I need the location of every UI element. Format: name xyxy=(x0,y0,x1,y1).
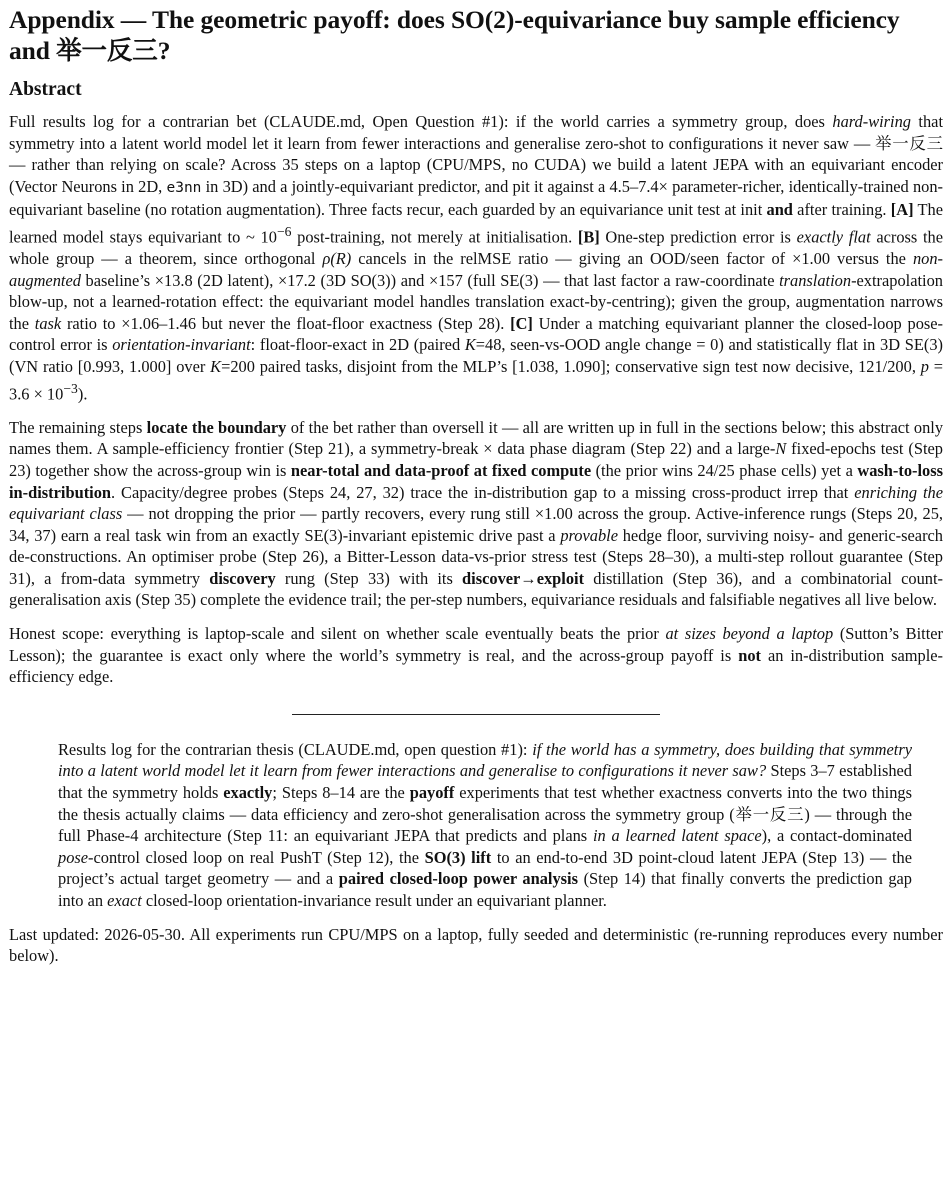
text-run: (Step 14) that finally converts the prediction gap into an xyxy=(58,869,913,910)
text-run: — not dropping the prior — partly recovers, every rung still ×1.00 across the group. Active-inference rungs (Steps 20, 25, 34, 37) earn a real task win from an exactly SE(3)-invariant epistemic drive past a xyxy=(9,504,943,545)
marker-b: [B] xyxy=(577,227,600,247)
text-run: One-step prediction error is xyxy=(599,227,797,247)
abstract-paragraph-1 xyxy=(9,111,943,405)
emphasis: exact xyxy=(107,891,142,910)
text-run: (the prior wins 24/25 phase cells) yet a xyxy=(591,460,858,480)
text-run: closed-loop orientation-invariance result under an equivariant planner. xyxy=(141,891,607,910)
code-e3nn: e3nn xyxy=(166,179,202,196)
section-divider-wrap xyxy=(9,714,943,715)
text-run: ; Steps 8–14 are the xyxy=(272,783,410,803)
text-run: =48, seen-vs-OOD angle change = 0) and statistically flat in 3D SE(3) (VN ratio [0.993, 1.000] over xyxy=(9,335,943,377)
strong: payoff xyxy=(409,783,455,803)
text-run: ), a contact-dominated xyxy=(761,826,912,846)
abstract-paragraph-3 xyxy=(9,623,943,688)
text-run: =200 paired tasks, disjoint from the MLP’s [1.038, 1.090]; conservative sign test now decisive, 121/200, xyxy=(221,357,921,377)
marker-c: [C] xyxy=(510,313,533,333)
math-p: p xyxy=(920,357,929,377)
strong: paired closed-loop power analysis xyxy=(338,869,578,889)
emphasis: task xyxy=(34,313,62,333)
text-run: post-training, not merely at initialisation. xyxy=(291,227,578,247)
emphasis: non-augmented xyxy=(9,249,943,290)
emphasis: pose xyxy=(58,847,89,867)
emphasis: translation xyxy=(779,270,852,290)
text-run: baseline’s ×13.8 (2D latent), ×17.2 (3D SO(3)) and ×157 (full SE(3) — that last factor a raw-coordinate xyxy=(80,270,780,290)
strong: SO(3) lift xyxy=(424,847,492,867)
page-title: Appendix — The geometric payoff: does SO(2)-equivariance buy sample efficiency and 举一反三? xyxy=(9,5,900,66)
text-run: across the whole group — a theorem, since orthogonal xyxy=(9,227,944,269)
exponent: −3 xyxy=(63,380,78,396)
text-run: distillation (Step 36), and a combinatorial count-generalisation axis (Step 35) complete the evidence trail; the per-step numbers, equivariance residuals and falsifiable negatives all live below. xyxy=(9,568,944,610)
strong: and xyxy=(766,200,793,220)
text-run: = 3.6 × 10 xyxy=(9,357,943,404)
text-run: Full results log for a contrarian bet (CLAUDE.md, Open Question #1): if the world carries a symmetry group, does xyxy=(9,112,833,132)
section-divider xyxy=(292,714,660,715)
emphasis: orientation-invariant xyxy=(112,335,251,355)
text-run: after training. xyxy=(792,200,891,220)
emphasis: enriching the equivariant class xyxy=(9,482,943,524)
strong: exactly xyxy=(223,783,273,803)
last-updated-paragraph: Last updated: 2026-05-30. All experiments run CPU/MPS on a laptop, fully seeded and deterministic (re-running reproduces every number below). xyxy=(9,924,943,966)
text-run: fixed-epochs test (Step 23) together show the across-group win is xyxy=(9,439,943,480)
strong: discovery xyxy=(209,568,276,588)
text-run: The learned model stays equivariant to ~ 10 xyxy=(9,200,943,247)
marker-a: [A] xyxy=(890,200,914,220)
text-run: Steps 3–7 established that the symmetry holds xyxy=(58,761,912,803)
emphasis: exactly flat xyxy=(796,227,871,247)
math-rho: ρ(R) xyxy=(322,249,352,269)
text-run: experiments that test whether exactness converts into the two things the thesis actually claims — data efficiency and zero-shot generalisation across the symmetry group (举一反三) — through the full Phase-4 architecture (Step 11: an equivariant JEPA that predicts and plans xyxy=(58,783,912,846)
text-run: . Capacity/degree probes (Steps 24, 27, 32) trace the in-distribution gap to a missing cross-product irrep that xyxy=(111,482,855,502)
text-run: ratio to ×1.06–1.46 but never the float-floor exactness (Step 28). xyxy=(61,313,511,333)
math-n: N xyxy=(775,439,787,459)
text-run: in 3D) and a jointly-equivariant predictor, and pit it against a 4.5–7.4× parameter-richer, identically-trained non-equivariant baseline (no rotation augmentation). Three facts recur, each guarded by an equivariance unit test at init xyxy=(9,176,943,220)
text-run: cancels in the relMSE ratio — giving an OOD/seen factor of ×1.00 versus the xyxy=(351,249,913,269)
math-k: K xyxy=(464,335,476,355)
text-run: to an end-to-end 3D point-cloud latent JEPA (Step 13) — the project’s actual target geometry — and a xyxy=(58,847,912,889)
strong: wash-to-loss in-distribution xyxy=(9,460,943,502)
emphasis: if the world has a symmetry, does building that symmetry into a latent world model let it learn from fewer interactions and generalise to configurations it never saw? xyxy=(58,739,912,781)
abstract-paragraph-2 xyxy=(9,417,943,611)
text-run: The remaining steps xyxy=(9,417,147,437)
text-run: ). xyxy=(77,384,88,404)
text-run: Honest scope: everything is laptop-scale and silent on whether scale eventually beats the prior xyxy=(9,624,666,644)
math-k: K xyxy=(210,357,222,377)
emphasis: at sizes beyond a laptop xyxy=(665,624,834,644)
emphasis: hard-wiring xyxy=(832,112,911,132)
emphasis: provable xyxy=(560,525,618,545)
text-run: of the bet rather than oversell it — all are written up in full in the sections below; this abstract only names them. A sample-efficiency frontier (Step 21), a symmetry-break × data phase diagram (Step 22) and a large- xyxy=(9,417,944,459)
text-run: : float-floor-exact in 2D (paired xyxy=(250,335,465,355)
text-run: that symmetry into a latent world model let it learn from fewer interactions and generalise zero-shot to configurations it never saw — 举一反三 — rather than relying on scale? Across 35 steps on a laptop (CPU/MPS, no CUDA) we build a latent JEPA with an equivariant encoder (Vector Neurons in 2D, xyxy=(9,112,944,196)
abstract-heading: Abstract xyxy=(9,78,82,100)
text-run: -control closed loop on real PushT (Step 12), the xyxy=(88,847,425,867)
text-run: Under a matching equivariant planner the closed-loop pose-control error is xyxy=(9,313,944,355)
text-run: (Sutton’s Bitter Lesson); the guarantee is exact only where the world’s symmetry is real, and the across-group payoff is xyxy=(9,624,943,665)
text-run: rung (Step 33) with its xyxy=(275,568,463,588)
results-blockquote xyxy=(9,739,943,912)
strong: discover→exploit xyxy=(462,568,585,588)
text-run: hedge floor, surviving noisy- and generic-search de-constructions. An optimiser probe (Step 26), a Bitter-Lesson data-vs-prior stress test (Steps 28–30), a multi-step rollout guarantee (Step 31), a from-data symmetry xyxy=(9,525,943,588)
strong: not xyxy=(738,645,761,665)
strong: locate the boundary xyxy=(146,417,287,437)
text-run: Results log for the contrarian thesis (CLAUDE.md, open question #1): xyxy=(58,739,533,759)
emphasis: in a learned latent space xyxy=(592,826,762,846)
strong: near-total and data-proof at fixed compute xyxy=(290,460,592,480)
text-run: -extrapolation blow-up, not a learned-rotation effect: the equivariant model handles translation exact-by-centring); given the group, augmentation narrows the xyxy=(9,270,943,333)
blockquote-paragraph xyxy=(58,739,912,912)
exponent: −6 xyxy=(276,224,292,240)
text-run: an in-distribution sample-efficiency edge. xyxy=(9,645,943,687)
